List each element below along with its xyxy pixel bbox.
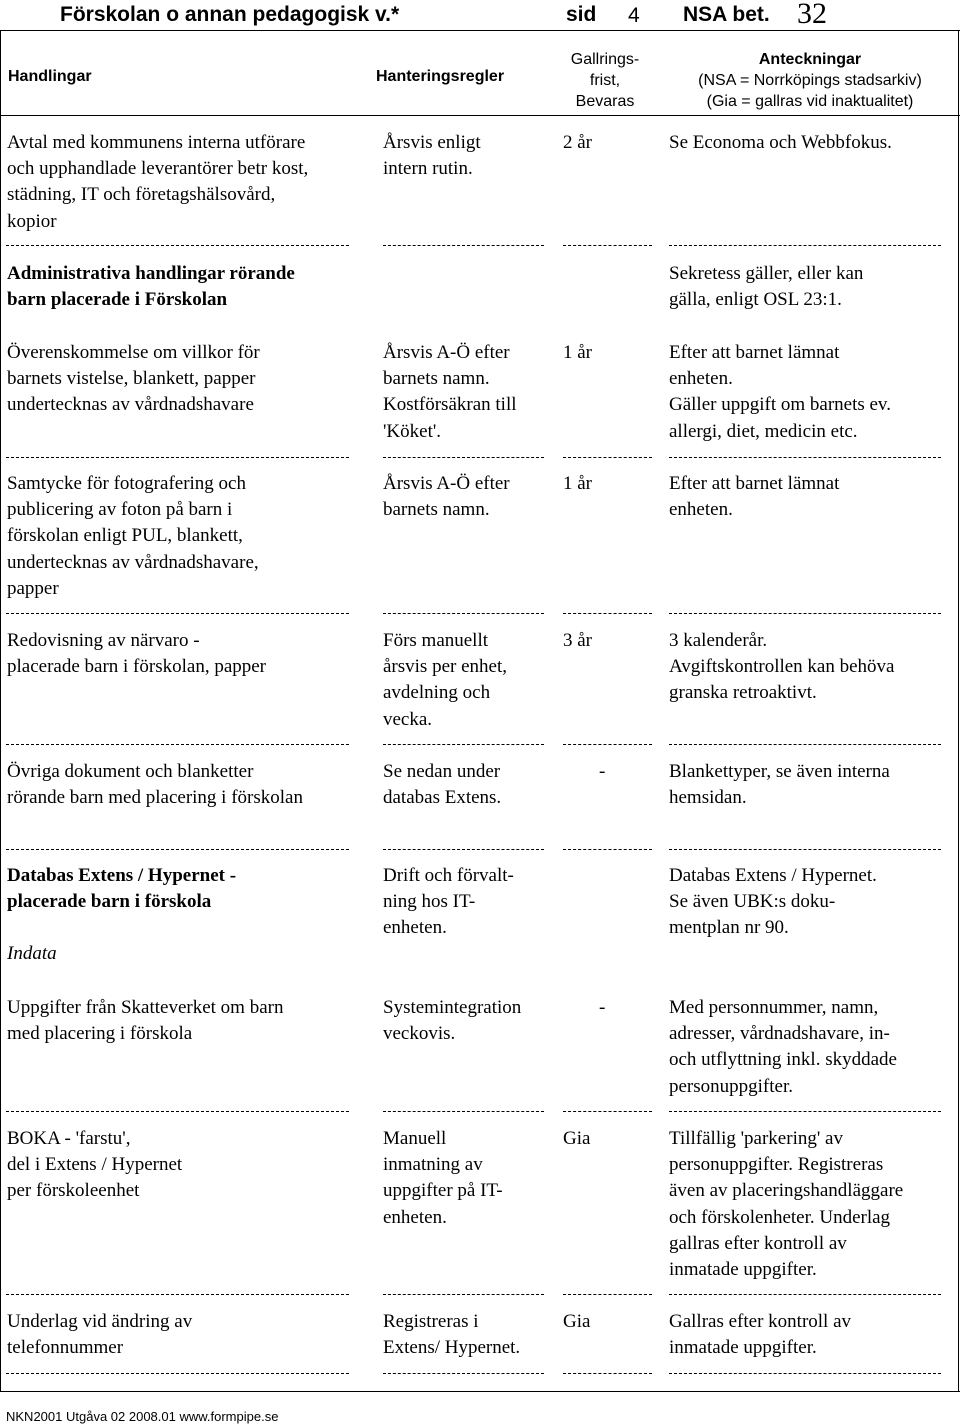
header-anteckningar-title: Anteckningar [758,51,862,68]
row-separator [669,1294,941,1295]
text-line: del i Extens / Hypernet [7,1154,183,1176]
text-line: Årsvis A-Ö efter [383,342,510,363]
text-line: Manuell [383,1128,447,1149]
row-separator [383,245,544,246]
text-line: vecka. [383,708,433,730]
text-line: Avtal med kommunens interna utförare [7,132,306,153]
text-line: avdelning och [383,682,491,704]
text-line: Årsvis enligt [383,132,481,153]
text-line: Uppgifter från Skatteverket om barn [7,997,284,1018]
text-line: Överenskommelse om villkor för [7,342,260,363]
text-line: enheten. [383,1206,447,1228]
row-separator [563,744,652,745]
row-separator [669,1111,941,1112]
row-1-frist: 2 år [563,132,593,153]
row-6-frist: - [599,761,606,782]
row-8-regel [383,995,521,1047]
row-4-frist: 1 år [563,473,593,494]
row-separator [383,1373,544,1374]
text-line: med placering i förskola [7,1023,193,1045]
header-gallringsfrist-line: Bevaras [575,93,635,110]
row-separator [6,1294,349,1295]
text-line: Årsvis A-Ö efter [383,473,510,494]
row-separator [669,1373,941,1374]
row-separator [563,613,652,614]
row-separator [563,1373,652,1374]
text-line: allergi, diet, medicin etc. [669,420,858,442]
row-separator [563,849,652,850]
text-line: inmatning av [383,1154,483,1176]
row-4-regel [383,471,510,523]
text-line: papper [7,577,59,599]
text-line: per förskoleenhet [7,1180,140,1202]
text-line: årsvis per enhet, [383,656,507,678]
text-line: Redovisning av närvaro - [7,630,200,651]
row-7-anteckning [669,863,877,942]
nsa-number: 32 [797,0,827,30]
text-line: rörande barn med placering i förskolan [7,787,303,809]
text-line: gallras efter kontroll av [669,1232,847,1254]
row-separator [563,457,652,458]
row-6-regel [383,759,501,811]
header-handlingar: Handlingar [8,68,92,85]
row-3-anteckning [669,340,891,445]
text-line: inmatade uppgifter. [669,1259,817,1281]
text-line: barn placerade i Förskolan [7,289,228,311]
indata-label: Indata [7,943,57,965]
text-line: gälla, enligt OSL 23:1. [669,289,842,311]
header-bottom-border [0,115,960,116]
text-line: placerade barn i förskolan, papper [7,656,267,678]
text-line: Efter att barnet lämnat [669,342,840,363]
text-line: 'Köket'. [383,420,442,442]
text-line: Underlag vid ändring av [7,1311,193,1332]
row-5-anteckning [669,628,895,707]
text-line: Sekretess gäller, eller kan [669,263,864,284]
row-9-anteckning [669,1126,903,1283]
row-8-handling [7,995,283,1047]
row-separator [6,613,349,614]
document-title: Förskolan o annan pedagogisk v.* [60,3,400,26]
text-line: BOKA - 'farstu', [7,1128,131,1149]
row-separator [669,613,941,614]
text-line: barnets namn. [383,368,490,390]
text-line: placerade barn i förskola [7,891,212,913]
row-1-anteckning: Se Economa och Webbfokus. [669,132,892,153]
row-separator [6,744,349,745]
row-separator [563,245,652,246]
row-1-regel [383,130,481,182]
text-line: undertecknas av vårdnadshavare, [7,551,259,573]
text-line: enheten. [383,917,447,939]
text-line: kopior [7,210,57,232]
text-line: och upphandlade leverantörer betr kost, [7,158,309,180]
text-line: enheten. [669,368,733,390]
row-separator [383,613,544,614]
text-line: publicering av foton på barn i [7,499,233,521]
row-separator [6,1373,349,1374]
text-line: databas Extens. [383,787,502,809]
text-line: Registreras i [383,1311,479,1332]
row-1-handling [7,130,308,235]
row-8-anteckning [669,995,897,1100]
header-anteckningar [662,49,958,112]
row-10-handling [7,1309,192,1361]
text-line: även av placeringshandläggare [669,1180,904,1202]
row-2-handling [7,261,295,313]
row-6-handling [7,759,303,811]
header-gallringsfrist-line: Gallrings- [570,51,640,68]
text-line: Databas Extens / Hypernet. [669,865,877,886]
nsa-label: NSA bet. [683,3,770,26]
text-line: veckovis. [383,1023,456,1045]
text-line: Samtycke för fotografering och [7,473,246,494]
text-line: personuppgifter. [669,1075,794,1097]
row-7-handling [7,863,236,968]
text-line: uppgifter på IT- [383,1180,503,1202]
text-line: barnets vistelse, blankett, papper [7,368,256,390]
row-separator [563,1111,652,1112]
row-separator [669,457,941,458]
page-label: sid [566,3,597,26]
text-line: adresser, vårdnadshavare, in- [669,1023,890,1045]
text-line: Databas Extens / Hypernet - [7,865,237,886]
text-line: Drift och förvalt- [383,865,514,886]
row-8-frist: - [599,997,606,1018]
row-10-anteckning [669,1309,851,1361]
table-top-border [0,30,960,31]
row-separator [563,1294,652,1295]
table-right-border [958,30,959,1392]
text-line: Kostförsäkran till [383,394,517,416]
row-3-regel [383,340,517,445]
row-10-frist: Gia [563,1311,591,1332]
text-line: Administrativa handlingar rörande [7,263,295,284]
text-line: intern rutin. [383,158,473,180]
row-9-handling [7,1126,182,1205]
row-3-handling [7,340,260,419]
text-line: Se nedan under [383,761,501,782]
header-anteckningar-note: (NSA = Norrköpings stadsarkiv) [698,72,922,89]
text-line: enheten. [669,499,733,521]
text-line: granska retroaktivt. [669,682,817,704]
row-separator [383,849,544,850]
row-5-regel [383,628,507,733]
row-separator [6,849,349,850]
row-separator [383,457,544,458]
row-separator [6,457,349,458]
row-5-handling [7,628,266,680]
text-line: Förs manuellt [383,630,489,651]
text-line: Extens/ Hypernet. [383,1337,521,1359]
row-2-anteckning [669,261,863,313]
table-bottom-border [0,1391,960,1392]
header-gallringsfrist [548,49,662,112]
text-line: Blankettyper, se även interna [669,761,890,782]
row-9-regel [383,1126,503,1231]
table-left-border [0,30,1,1392]
text-line: Övriga dokument och blanketter [7,761,254,782]
text-line: Gallras efter kontroll av [669,1311,852,1332]
text-line: 3 kalenderår. [669,630,768,651]
text-line: förskolan enligt PUL, blankett, [7,525,243,547]
row-6-anteckning [669,759,890,811]
text-line: Med personnummer, namn, [669,997,879,1018]
text-line: personuppgifter. Registreras [669,1154,884,1176]
text-line: Systemintegration [383,997,522,1018]
footer-text: NKN2001 Utgåva 02 2008.01 www.formpipe.se [6,1409,279,1424]
row-10-regel [383,1309,520,1361]
row-separator [669,245,941,246]
text-line: Tillfällig 'parkering' av [669,1128,843,1149]
text-line: och förskolenheter. Underlag [669,1206,891,1228]
row-separator [383,1111,544,1112]
row-separator [6,245,349,246]
header-gallringsfrist-line: frist, [589,72,621,89]
text-line: Avgiftskontrollen kan behöva [669,656,895,678]
row-3-frist: 1 år [563,342,593,363]
row-5-frist: 3 år [563,630,593,651]
page-number: 4 [628,4,640,27]
text-line: telefonnummer [7,1337,124,1359]
text-line: ning hos IT- [383,891,476,913]
text-line: inmatade uppgifter. [669,1337,817,1359]
text-line: hemsidan. [669,787,747,809]
row-separator [6,1111,349,1112]
text-line: Se även UBK:s doku- [669,891,836,913]
row-9-frist: Gia [563,1128,591,1149]
header-anteckningar-note: (Gia = gallras vid inaktualitet) [706,93,914,110]
text-line: och utflyttning inkl. skyddade [669,1049,897,1071]
row-separator [383,744,544,745]
text-line: städning, IT och företagshälsovård, [7,184,276,206]
row-4-anteckning [669,471,839,523]
row-7-regel [383,863,514,942]
text-line: Gäller uppgift om barnets ev. [669,394,891,416]
row-separator [669,744,941,745]
text-line: undertecknas av vårdnadshavare [7,394,254,416]
text-line: Efter att barnet lämnat [669,473,840,494]
text-line: barnets namn. [383,499,490,521]
text-line: mentplan nr 90. [669,917,789,939]
row-4-handling [7,471,259,602]
row-separator [669,849,941,850]
header-hanteringsregler: Hanteringsregler [376,68,505,85]
row-separator [383,1294,544,1295]
